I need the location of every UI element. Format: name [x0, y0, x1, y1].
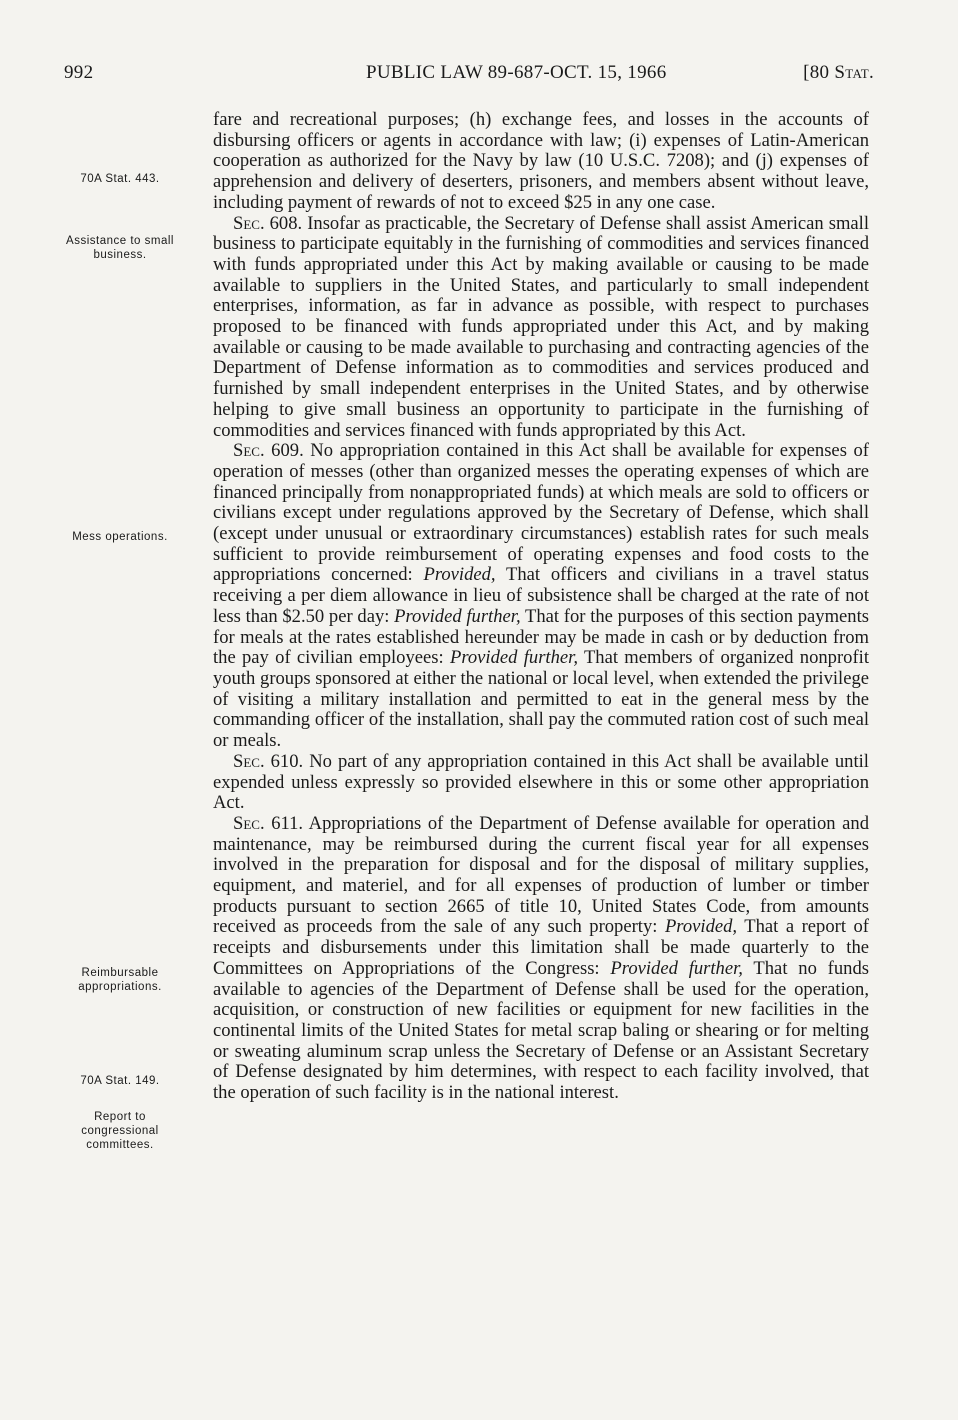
margin-note-70a-stat-149: 70A Stat. 149.	[80, 1075, 160, 1087]
section-611: Sec. 611. Appropriations of the Department of Defense available for operation and maintenance, may be reimbursed during the current fiscal year for all expenses involved in the preparation for disposal and for the disposal of military supplies, equipment, and materiel, and for all expenses of production of lumber or timber products pursuant to section 2665 of title 10, United States Code, from amounts received as proceeds from the sale of any such property: Provided, That a report of receipts and disbursements under this limitation shall be made quarterly to the Committees on Appropriations of the Congress: Provided further, That no funds available to agencies of the Department of Defense shall be used for the operation, acquisition, or construction of new facilities or equipment for new facilities in the continental limits of the United States for metal scrap baling or shearing or for melting or sweating aluminum scrap unless the Secretary of Defense or an Assistant Secretary of Defense designated by him determines, with respect to each facility involved, that the operation of such facility is in the national interest.	[213, 812, 869, 1104]
running-header	[64, 62, 874, 88]
paragraph-continuation: fare and recreational purposes; (h) exchange fees, and losses in the accounts of disbursing officers or agents in accordance with law; (i) expenses of Latin-American cooperation as authorized for the Navy by law (10 U.S.C. 7208); and (j) expenses of apprehension and delivery of deserters, prisoners, and members absent without leave, including payment of rewards of not to exceed $25 in any one case.	[213, 109, 869, 213]
statute-text	[213, 110, 869, 1104]
page-number: 992	[64, 62, 94, 83]
section-610: Sec. 610. No part of any appropriation contained in this Act shall be available until expended unless expressly so provided elsewhere in this or some other appropriation Act.	[213, 750, 869, 814]
section-608: Sec. 608. Insofar as practicable, the Secretary of Defense shall assist American small business to participate equitably in the furnishing of commodities and services financed with funds appropriated under this Act by making available or causing to be made available to suppliers in the United States, and particularly to small independent enterprises, information, as far in advance as possible, with respect to purchases proposed to be financed with funds appropriated under this Act, and by making available or causing to be made available to purchasing and contracting agencies of the Department of Defense information as to commodities and services produced and furnished by small independent enterprises in the United States, and by otherwise helping to give small business an opportunity to participate in the furnishing of commodities and services financed with funds appropriated by this Act.	[213, 212, 869, 441]
margin-note-reimbursable: Reimbursable appropriations.	[78, 967, 162, 993]
proviso: Provided further,	[610, 957, 743, 979]
running-title: PUBLIC LAW 89-687-OCT. 15, 1966	[366, 62, 667, 83]
statute-reference: [80 Stat.	[803, 62, 874, 83]
proviso: Provided further,	[449, 647, 578, 669]
margin-note-70a-stat-443: 70A Stat. 443.	[80, 173, 160, 185]
margin-note-report: Report to congressional committees.	[81, 1111, 159, 1151]
proviso: Provided,	[423, 564, 496, 586]
margin-note-small-business: Assistance to small business.	[66, 235, 174, 261]
margin-note-mess-operations: Mess operations.	[72, 531, 168, 543]
proviso: Provided,	[664, 916, 738, 938]
section-number: Sec. 610.	[233, 750, 304, 772]
section-number: Sec. 611.	[233, 812, 304, 834]
proviso: Provided further,	[394, 605, 521, 627]
section-609: Sec. 609. No appropriation contained in this Act shall be available for expenses of operation of messes (other than organized messes the operating expenses of which are financed principally from nonappropriated funds) at which meals are sold to officers or civilians except under regulations approved by the Secretary of Defense, which shall (except under unusual or extraordinary circumstances) establish rates for such meals sufficient to provide reimbursement of operating expenses and food costs to the appropriations concerned: Provided, That officers and civilians in a travel status receiving a per diem allowance in lieu of subsistence shall be charged at the rate of not less than $2.50 per day: Provided further, That for the purposes of this section payments for meals at the rates established hereunder may be made in cash or by deduction from the pay of civilian employees: Provided further, That members of organized nonprofit youth groups sponsored at either the national or local level, when extended the privilege of visiting a military installation and permitted to eat in the general mess by the commanding officer of the installation, shall pay the commuted ration cost of such meal or meals.	[213, 440, 870, 752]
section-number: Sec. 609.	[233, 440, 304, 462]
section-number: Sec. 608.	[233, 212, 303, 234]
